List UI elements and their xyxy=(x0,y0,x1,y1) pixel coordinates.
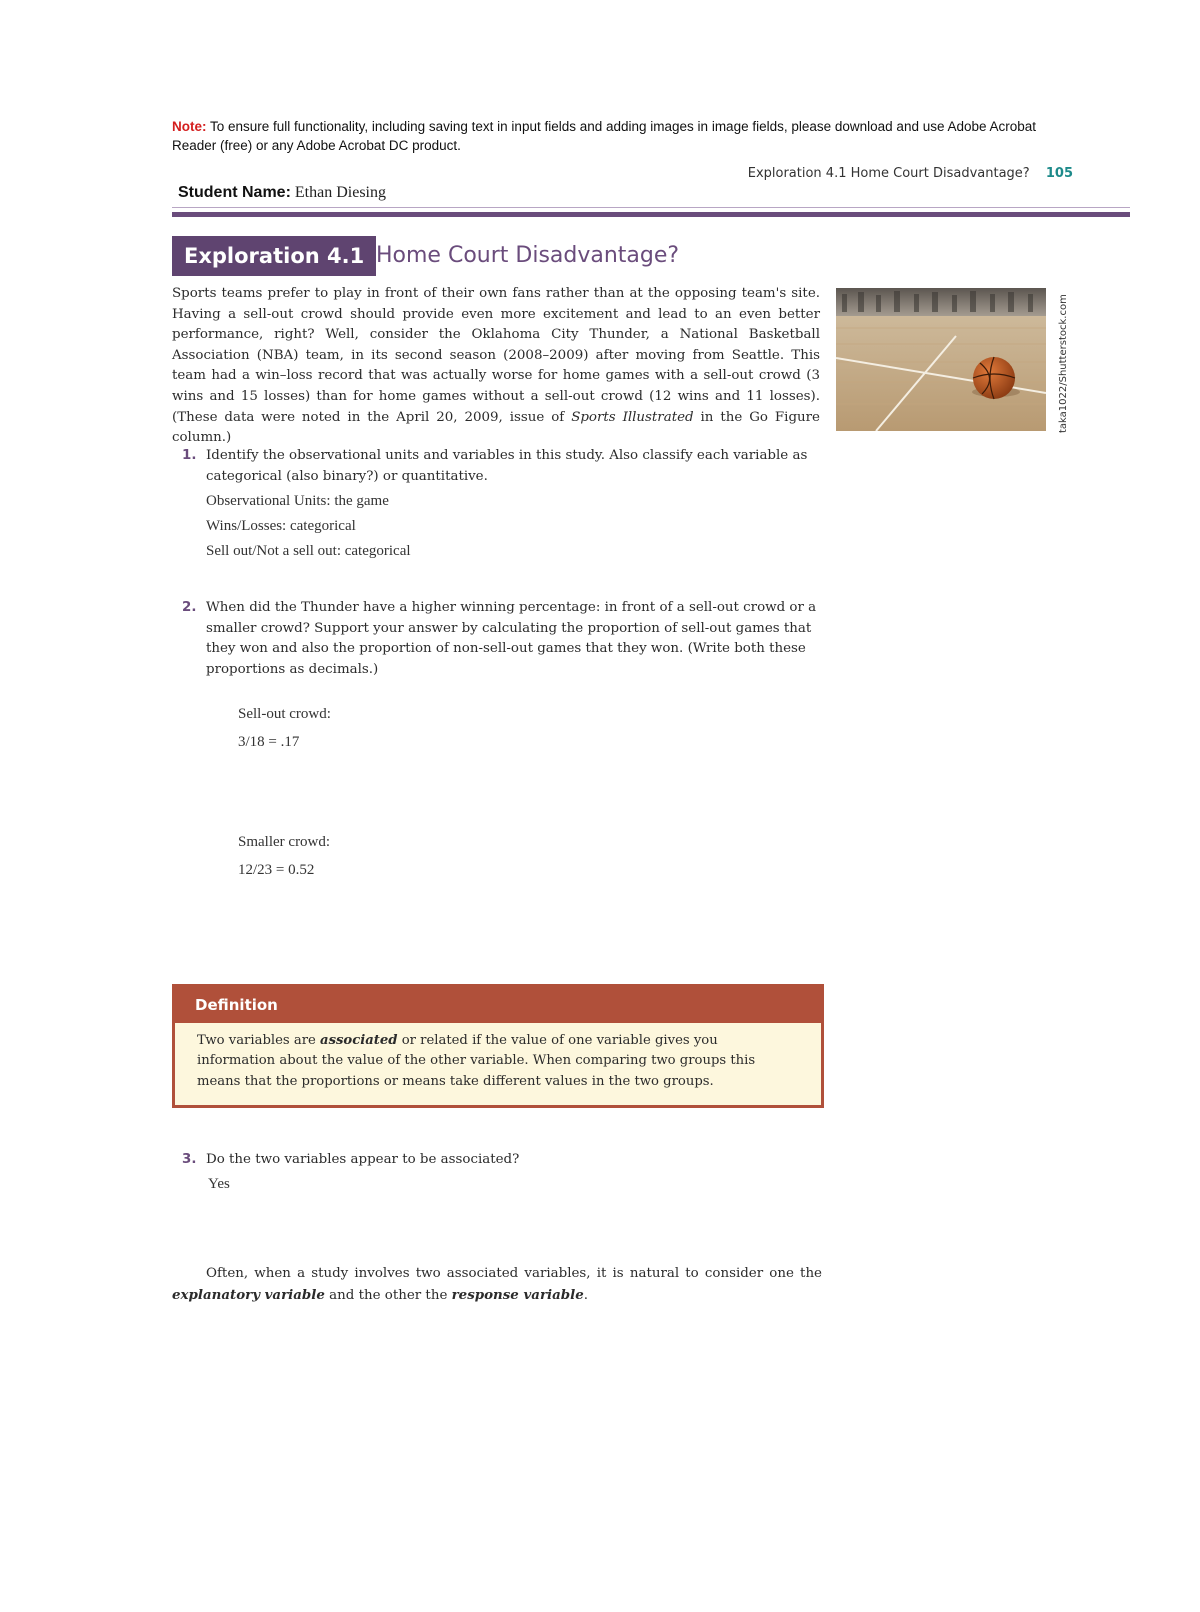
intro-text-1: Sports teams prefer to play in front of their own fans rather than at the opposing team's site. Having a sell-out crowd should provide even more excitement and lead to an even better performance, right? Well, consider the Oklahoma City Thunder, a National Basketball Association (NBA) team, in its second season (2008–2009) after moving from Seattle. This team had a win–loss record that was actually worse for home games with a sell-out crowd (3 wins and 15 losses) than for home games without a sell-out crowd (12 wins and 11 losses). (These data were noted in the April 20, 2009, issue of xyxy=(172,286,820,425)
definition-text xyxy=(197,1031,797,1092)
answer-field[interactable]: Yes xyxy=(208,1176,230,1192)
basketball-icon xyxy=(973,357,1015,399)
answer-field[interactable]: 12/23 = 0.52 xyxy=(238,862,315,878)
closing-term-1: explanatory variable xyxy=(172,1286,325,1303)
question-text: Do the two variables appear to be associated? xyxy=(206,1152,520,1167)
exploration-title: Home Court Disadvantage? xyxy=(376,243,680,268)
basketball-court-illustration xyxy=(836,288,1046,431)
question-number: 1. xyxy=(182,448,197,463)
closing-text-1: Often, when a study involves two associated variables, it is natural to consider one the xyxy=(206,1266,822,1281)
photo-credit xyxy=(1058,290,1072,433)
closing-term-2: response variable xyxy=(451,1286,584,1303)
running-head-title: Exploration 4.1 Home Court Disadvantage? xyxy=(747,166,1030,181)
closing-paragraph xyxy=(172,1264,822,1306)
student-name-label: Student Name: xyxy=(178,184,291,201)
question-2 xyxy=(182,598,822,680)
answer-field[interactable]: Smaller crowd: xyxy=(238,834,331,850)
definition-text-1: Two variables are xyxy=(197,1033,321,1048)
answer-field[interactable]: 3/18 = .17 xyxy=(238,734,300,750)
student-name-row xyxy=(178,184,386,202)
question-text: When did the Thunder have a higher winning percentage: in front of a sell-out crowd or a smaller crowd? Support your answer by calculating the proportion of sell-out games that they won and also the proportion of non-sell-out games that they won. (Write both these proportions as decimals.) xyxy=(206,600,817,677)
closing-text-3: . xyxy=(583,1287,588,1303)
header-rule xyxy=(172,212,1130,217)
question-number: 2. xyxy=(182,600,197,615)
intro-paragraph xyxy=(172,284,820,449)
photo-credit-text: taka1022/Shutterstock.com xyxy=(1058,294,1069,433)
answer-field[interactable]: Sell-out crowd: xyxy=(238,706,331,722)
note-text: To ensure full functionality, including saving text in input fields and adding images in image fields, please download and use Adobe Acrobat Reader (free) or any Adobe Acrobat DC product. xyxy=(172,119,1037,153)
exploration-badge: Exploration 4.1 xyxy=(172,236,376,276)
answer-field[interactable]: Observational Units: the game xyxy=(206,493,389,509)
student-name-field[interactable]: Ethan Diesing xyxy=(294,184,386,201)
definition-heading: Definition xyxy=(175,987,821,1023)
header-rule-thin xyxy=(172,207,1130,208)
page-number: 105 xyxy=(1045,166,1073,181)
acrobat-note xyxy=(172,117,1072,155)
definition-box xyxy=(172,984,824,1108)
running-head xyxy=(748,166,1073,181)
note-label: Note: xyxy=(172,119,207,134)
question-3 xyxy=(182,1150,822,1171)
definition-text-2: or related if the value of one variable gives you information about the value of the other variable. When comparing two groups this means that the proportions or means take different values in the two groups. xyxy=(197,1033,756,1089)
magazine-title: Sports Illustrated xyxy=(571,409,694,425)
intro-text-2: in the Go Figure column.) xyxy=(172,409,820,446)
question-text: Identify the observational units and variables in this study. Also classify each variable as categorical (also binary?) or quantitative. xyxy=(206,448,808,484)
answer-field[interactable]: Wins/Losses: categorical xyxy=(206,518,356,534)
basketball-court-photo xyxy=(836,288,1046,431)
answer-field[interactable]: Sell out/Not a sell out: categorical xyxy=(206,543,411,559)
definition-term: associated xyxy=(320,1033,398,1048)
question-number: 3. xyxy=(182,1152,197,1167)
closing-text-2: and the other the xyxy=(324,1287,452,1303)
question-1 xyxy=(182,446,822,487)
